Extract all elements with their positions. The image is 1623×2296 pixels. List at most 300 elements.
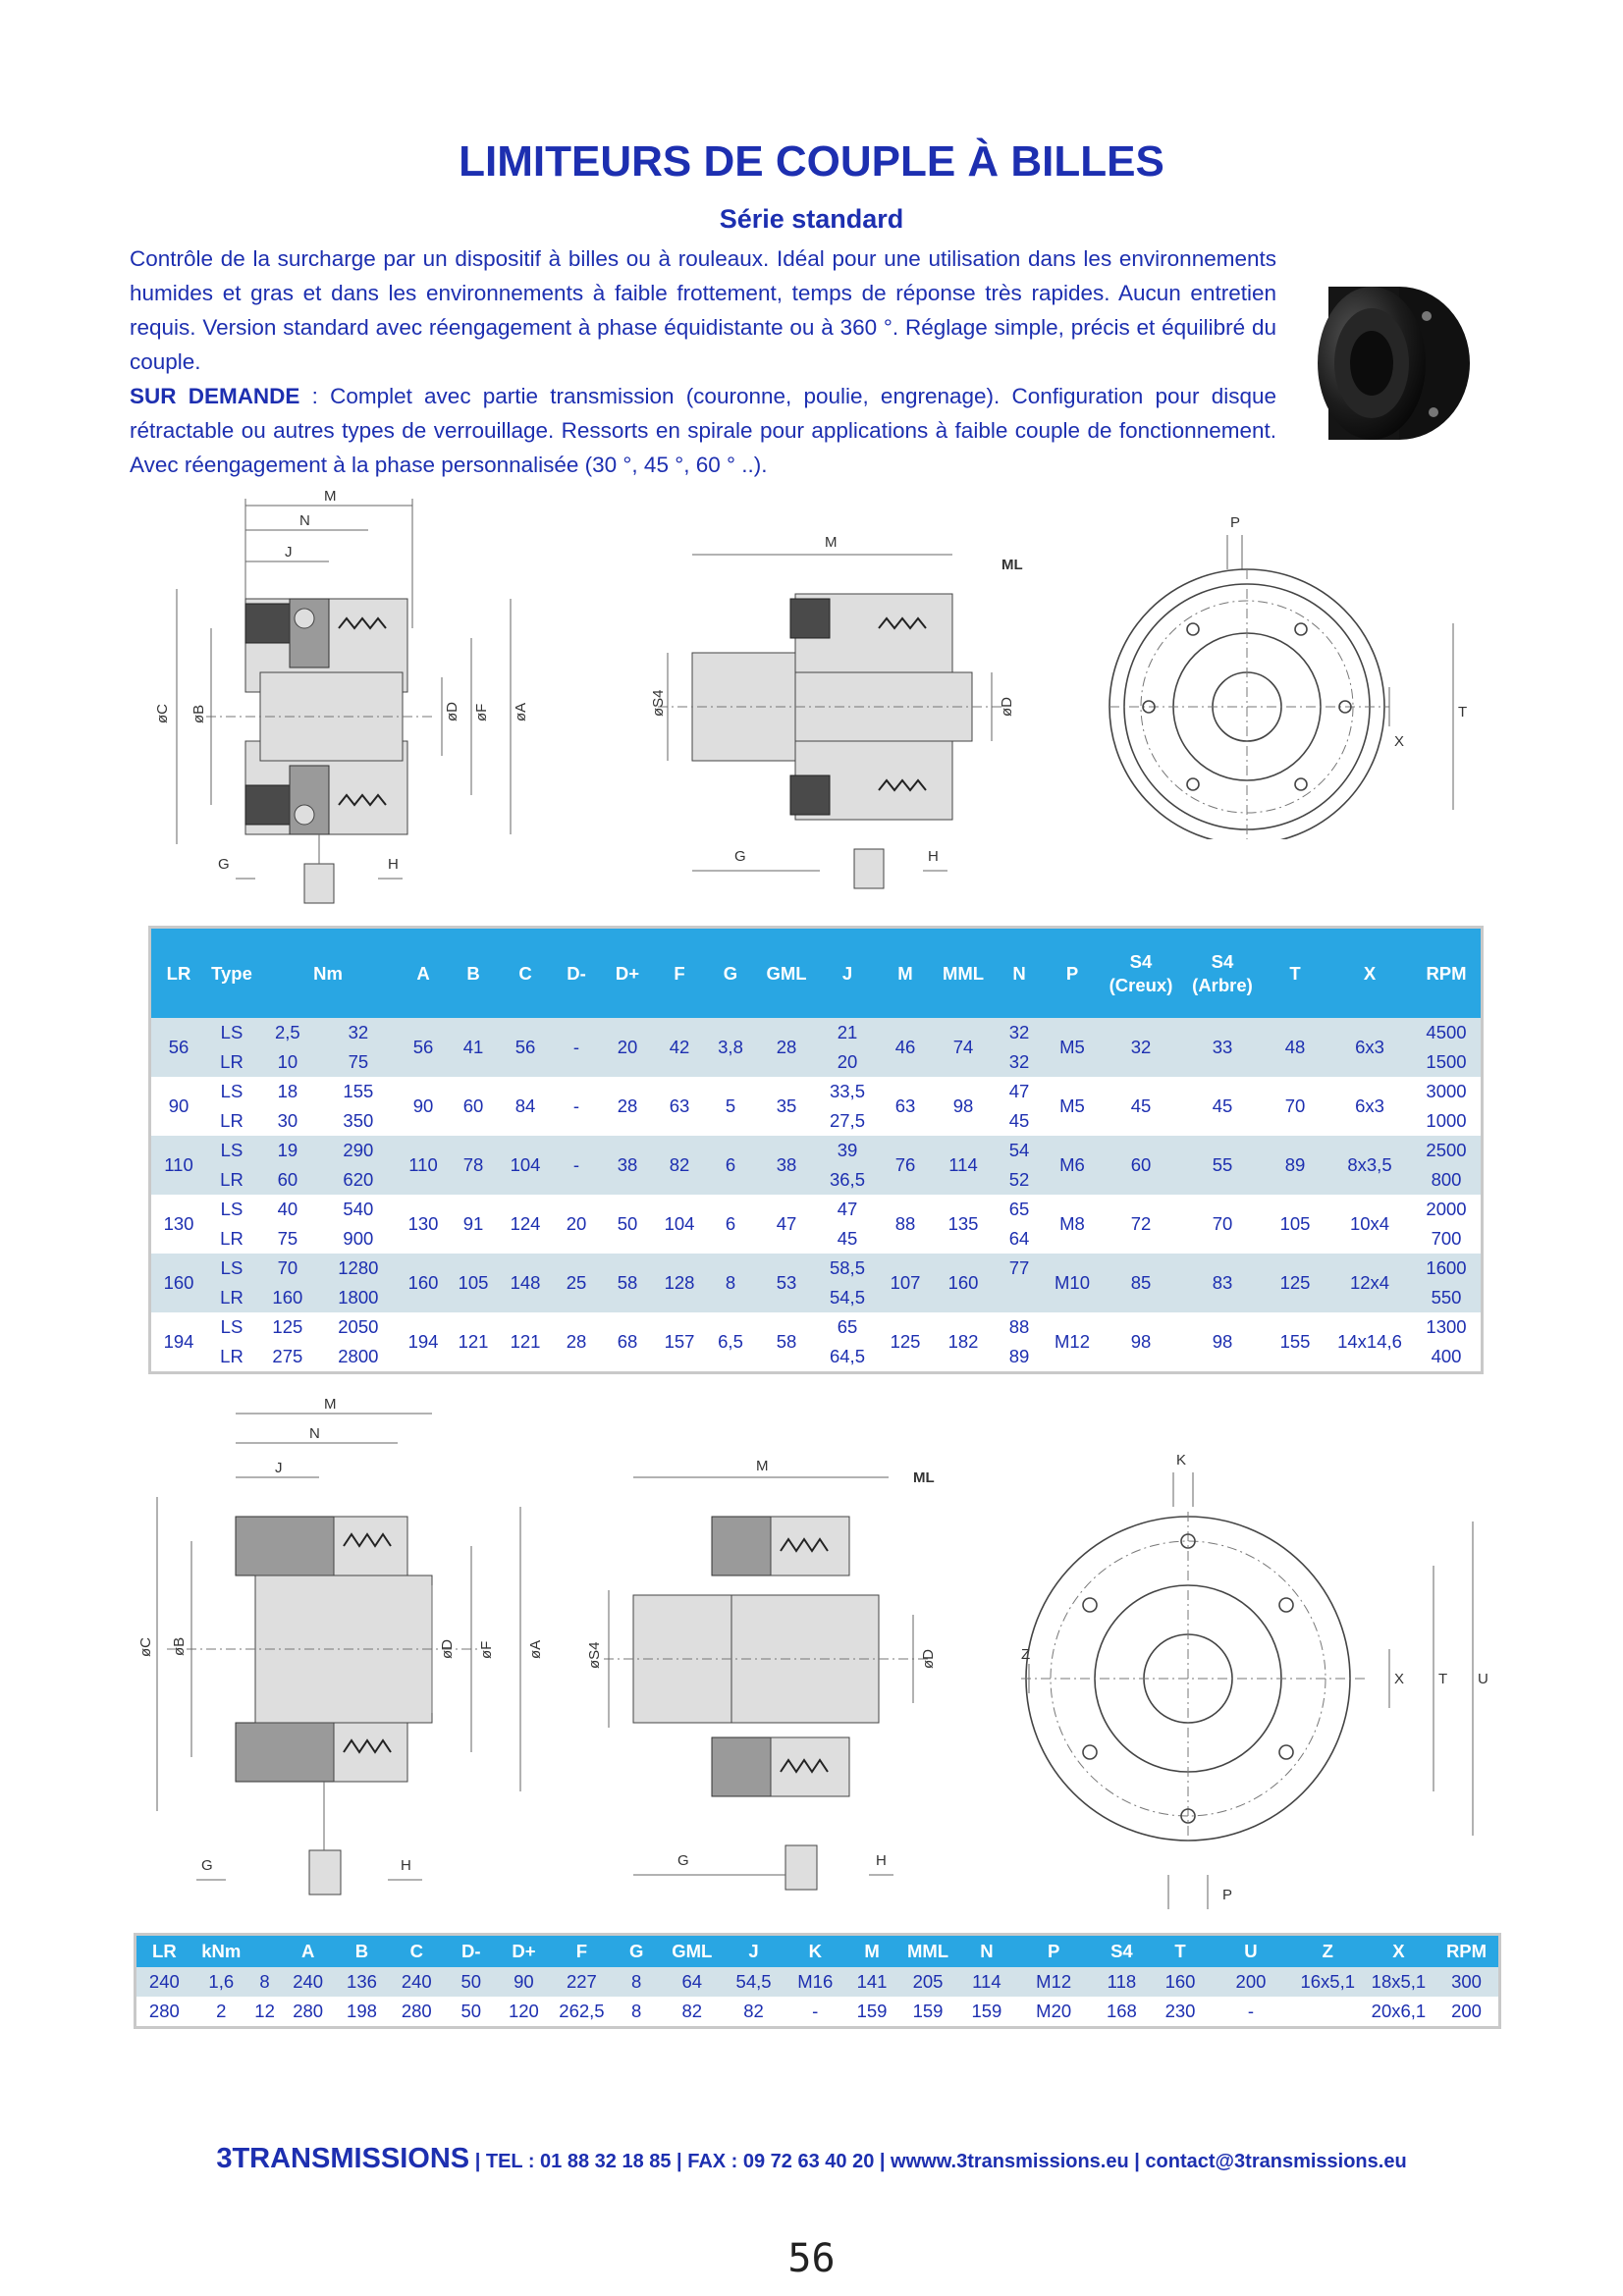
col-g: G <box>705 928 756 1019</box>
dim-H-label: H <box>388 856 399 873</box>
dim-ML-label: ML <box>1001 557 1023 573</box>
page-subtitle: Série standard <box>719 204 904 234</box>
cell-mml: 135 <box>947 1213 979 1234</box>
table-cell: 82 <box>743 2001 764 2021</box>
front-drawing-2 <box>1021 1453 1502 1914</box>
dim-J-label: J <box>285 544 293 561</box>
cell-lr: 56 <box>168 1037 189 1057</box>
page-number: 56 <box>787 2236 836 2281</box>
cell-rpm: 2000 <box>1426 1199 1467 1219</box>
table-cell: 12 <box>254 2001 275 2021</box>
cell-j: 58,5 <box>829 1257 865 1278</box>
dim-H-label-2: H <box>928 848 939 865</box>
cell-n: 32 <box>1008 1051 1030 1072</box>
cell-p: M12 <box>1055 1331 1090 1352</box>
table-row <box>135 1967 1500 1997</box>
table-header-row <box>150 928 1483 1019</box>
table-cell: 2 <box>216 2001 227 2021</box>
table-cell: 240 <box>148 1971 180 1992</box>
cell-type: LS <box>220 1022 243 1042</box>
cell-t: 70 <box>1284 1095 1306 1116</box>
dim-G-label-2: G <box>734 848 746 865</box>
col-x: X <box>1327 928 1412 1019</box>
cell-n: 32 <box>1008 1022 1030 1042</box>
cell-type: LS <box>220 1316 243 1337</box>
table-cell: 136 <box>347 1971 377 1992</box>
cell-s4c: 45 <box>1130 1095 1152 1116</box>
col-p: P <box>1045 928 1100 1019</box>
table-cell: 200 <box>1451 2001 1482 2021</box>
table-cell: 159 <box>912 2001 944 2021</box>
dim-oC-label: øC <box>154 704 171 723</box>
dim-G-label-3: G <box>201 1857 213 1874</box>
cell-nm-min: 19 <box>277 1140 298 1160</box>
cell-rpm: 700 <box>1431 1228 1462 1249</box>
dim-X-label-2: X <box>1394 1671 1405 1687</box>
table-cell: 50 <box>460 1971 482 1992</box>
dim-oA-label: øA <box>513 702 529 721</box>
cell-nm-max: 75 <box>348 1051 369 1072</box>
table-row <box>135 1997 1500 2028</box>
cell-g: 3,8 <box>718 1037 743 1057</box>
cell-p: M6 <box>1059 1154 1085 1175</box>
table-cell <box>1293 1997 1363 2028</box>
table-cell: 8 <box>259 1971 270 1992</box>
cell-c: 148 <box>510 1272 541 1293</box>
col-header: A <box>279 1935 337 1968</box>
dim-P-label-2: P <box>1222 1887 1233 1903</box>
cell-type: LR <box>220 1110 243 1131</box>
cell-c: 104 <box>510 1154 541 1175</box>
intro-paragraph: Contrôle de la surcharge par un dispositif à billes ou à rouleaux. Idéal pour une utilisation dans les environnements humides et gras et dans les environnements à faible frottement, temps de réponse très rapides. Aucun entretien requis. Version standard avec réengagement à phase équidistante ou à 360 °. Réglage simple, précis et équilibré du couple. <box>130 246 1276 374</box>
section-drawing-3 <box>137 1399 560 1929</box>
cell-c: 84 <box>514 1095 536 1116</box>
col-header: U <box>1209 1935 1292 1968</box>
table-cell: - <box>812 2001 819 2021</box>
col-header: P <box>1015 1935 1092 1968</box>
cell-c: 124 <box>510 1213 541 1234</box>
cell-nm-max: 1800 <box>338 1287 379 1308</box>
cell-rpm: 1500 <box>1426 1051 1467 1072</box>
cell-nm-max: 620 <box>343 1169 374 1190</box>
section-drawing-2 <box>628 525 1041 908</box>
table-cell: 300 <box>1451 1971 1482 1992</box>
cell-dp: 38 <box>617 1154 638 1175</box>
cell-b: 121 <box>458 1331 489 1352</box>
cell-j: 45 <box>837 1228 858 1249</box>
table-cell: 16x5,1 <box>1300 1971 1356 1992</box>
cell-dp: 58 <box>617 1272 638 1293</box>
cell-type: LR <box>220 1051 243 1072</box>
cell-f: 82 <box>669 1154 690 1175</box>
table-cell: 168 <box>1106 2001 1137 2021</box>
cell-n: 52 <box>1008 1169 1030 1190</box>
table-row <box>150 1195 1483 1224</box>
dim-oD-label-4: øD <box>920 1649 937 1669</box>
table-cell: 8 <box>631 1971 642 1992</box>
cell-m: 76 <box>894 1154 916 1175</box>
cell-s4c: 85 <box>1130 1272 1152 1293</box>
dim-oB-label: øB <box>190 704 207 723</box>
cell-t: 89 <box>1284 1154 1306 1175</box>
cell-nm-min: 10 <box>277 1051 298 1072</box>
table-cell: 18x5,1 <box>1371 1971 1427 1992</box>
cell-mml: 114 <box>948 1154 978 1175</box>
table-cell: 280 <box>293 2001 324 2021</box>
cell-j: 39 <box>837 1140 858 1160</box>
col-header: N <box>958 1935 1016 1968</box>
dim-oS4-label: øS4 <box>650 689 667 717</box>
cell-m: 88 <box>894 1213 916 1234</box>
table-cell: 200 <box>1235 1971 1267 1992</box>
cell-n: 88 <box>1008 1316 1030 1337</box>
cell-t: 105 <box>1279 1213 1311 1234</box>
col-header: kNm <box>192 1935 250 1968</box>
cell-nm-max: 900 <box>343 1228 374 1249</box>
cell-lr: 110 <box>164 1154 193 1175</box>
cell-x: 14x14,6 <box>1337 1331 1402 1352</box>
cell-dm: - <box>572 1095 580 1116</box>
cell-dm: - <box>572 1037 580 1057</box>
col-gml: GML <box>756 928 817 1019</box>
cell-lr: 90 <box>168 1095 189 1116</box>
col-n: N <box>994 928 1045 1019</box>
cell-m: 125 <box>890 1331 921 1352</box>
table-cell: 198 <box>347 2001 377 2021</box>
footer-brand: 3TRANSMISSIONS <box>216 2143 470 2174</box>
col-a: A <box>399 928 448 1019</box>
col-j: J <box>817 928 878 1019</box>
col-header: G <box>612 1935 661 1968</box>
cell-x: 8x3,5 <box>1347 1154 1392 1175</box>
table-cell: 120 <box>508 2001 539 2021</box>
cell-s4a: 98 <box>1212 1331 1233 1352</box>
cell-m: 63 <box>894 1095 916 1116</box>
cell-g: 6 <box>725 1154 736 1175</box>
specs-table-large-body <box>135 1967 1500 2028</box>
col-s4-arbre: S4 (Arbre) <box>1182 928 1263 1019</box>
cell-x: 6x3 <box>1355 1037 1384 1057</box>
table-cell: 90 <box>514 1971 534 1992</box>
dim-G-label: G <box>218 856 230 873</box>
cell-dp: 50 <box>617 1213 638 1234</box>
cell-b: 41 <box>462 1037 484 1057</box>
cell-g: 8 <box>725 1272 736 1293</box>
cell-dm: 20 <box>566 1213 587 1234</box>
cell-nm-max: 32 <box>348 1022 369 1042</box>
dim-J-label-3: J <box>275 1460 283 1476</box>
cell-j: 65 <box>837 1316 858 1337</box>
col-header: D+ <box>496 1935 552 1968</box>
cell-b: 91 <box>462 1213 484 1234</box>
col-header: J <box>723 1935 784 1968</box>
dim-H-label-4: H <box>876 1852 887 1869</box>
specs-table-standard <box>148 926 1484 1374</box>
cell-lr: 194 <box>163 1331 194 1352</box>
dim-oD-label-3: øD <box>439 1639 456 1659</box>
cell-s4c: 98 <box>1130 1331 1152 1352</box>
table-cell: M12 <box>1036 1971 1072 1992</box>
cell-c: 121 <box>510 1331 541 1352</box>
table-cell: - <box>1247 2001 1255 2021</box>
cell-a: 194 <box>407 1331 439 1352</box>
col-header: LR <box>135 1935 192 1968</box>
table-cell: 280 <box>401 2001 432 2021</box>
cell-type: LR <box>220 1228 243 1249</box>
on-demand-label: SUR DEMANDE <box>130 384 300 408</box>
col-lr: LR <box>150 928 207 1019</box>
table-cell: 114 <box>972 1971 1001 1992</box>
col-header: B <box>337 1935 387 1968</box>
dim-M-label-3: M <box>324 1399 337 1413</box>
table-cell: 159 <box>856 2001 888 2021</box>
on-demand-paragraph <box>130 379 1276 482</box>
col-header: S4 <box>1092 1935 1152 1968</box>
table-cell: 240 <box>401 1971 432 1992</box>
cell-nm-min: 40 <box>277 1199 298 1219</box>
footer-contact: | TEL : 01 88 32 18 85 | FAX : 09 72 63 40 20 | wwww.3transmissions.eu | contact@3transmissions.eu <box>469 2151 1407 2172</box>
cell-mml: 182 <box>947 1331 979 1352</box>
cell-dm: - <box>572 1154 580 1175</box>
cell-s4a: 55 <box>1212 1154 1233 1175</box>
table-row <box>150 1254 1483 1283</box>
table-cell: 240 <box>293 1971 324 1992</box>
cell-j: 54,5 <box>829 1287 865 1308</box>
cell-type: LR <box>220 1169 243 1190</box>
cell-m: 107 <box>890 1272 921 1293</box>
table-cell: 160 <box>1164 1971 1196 1992</box>
dim-M-label-4: M <box>756 1458 769 1474</box>
col-header: RPM <box>1434 1935 1500 1968</box>
cell-f: 104 <box>664 1213 695 1234</box>
cell-type: LS <box>220 1140 243 1160</box>
cell-f: 128 <box>664 1272 695 1293</box>
cell-t: 155 <box>1279 1331 1311 1352</box>
col-dminus: D- <box>552 928 601 1019</box>
dim-oS4-label-2: øS4 <box>586 1641 603 1669</box>
dim-oF-label: øF <box>473 703 490 721</box>
table-row <box>150 1312 1483 1342</box>
col-header: X <box>1363 1935 1434 1968</box>
cell-rpm: 1300 <box>1426 1316 1467 1337</box>
cell-rpm: 1000 <box>1426 1110 1467 1131</box>
col-f: F <box>654 928 705 1019</box>
cell-b: 78 <box>462 1154 484 1175</box>
page-title: LIMITEURS DE COUPLE À BILLES <box>459 137 1164 186</box>
dim-X-label: X <box>1394 733 1405 750</box>
cell-rpm: 2500 <box>1426 1140 1467 1160</box>
cell-nm-max: 540 <box>343 1199 374 1219</box>
cell-dm: 28 <box>566 1331 587 1352</box>
col-header: MML <box>898 1935 958 1968</box>
cell-b: 60 <box>462 1095 484 1116</box>
cell-f: 63 <box>669 1095 690 1116</box>
dim-oD-label-2: øD <box>999 697 1015 717</box>
col-mml: MML <box>933 928 994 1019</box>
cell-gml: 58 <box>776 1331 797 1352</box>
cell-b: 105 <box>458 1272 489 1293</box>
cell-gml: 47 <box>776 1213 797 1234</box>
cell-x: 6x3 <box>1355 1095 1384 1116</box>
dim-oC-label-3: øC <box>137 1637 154 1657</box>
specs-table-large <box>134 1933 1501 2029</box>
dim-U-label: U <box>1478 1671 1488 1687</box>
cell-gml: 35 <box>776 1095 797 1116</box>
cell-type: LR <box>220 1287 243 1308</box>
cell-g: 5 <box>725 1095 736 1116</box>
section-drawing-4 <box>574 1443 987 1924</box>
cell-type: LS <box>220 1199 243 1219</box>
cell-n: 54 <box>1008 1140 1030 1160</box>
cell-nm-max: 2800 <box>338 1346 379 1366</box>
cell-n: 77 <box>1008 1257 1030 1278</box>
cell-a: 90 <box>412 1095 434 1116</box>
dim-oB-label-3: øB <box>171 1636 188 1656</box>
table-cell: 1,6 <box>208 1971 235 1992</box>
section-drawing-1 <box>147 491 540 913</box>
cell-j: 64,5 <box>829 1346 865 1366</box>
cell-t: 48 <box>1284 1037 1306 1057</box>
table-cell: 50 <box>460 2001 482 2021</box>
cell-nm-min: 70 <box>277 1257 298 1278</box>
cell-g: 6,5 <box>718 1331 743 1352</box>
col-nm: Nm <box>257 928 399 1019</box>
dim-oF-label-3: øF <box>478 1640 495 1659</box>
cell-lr: 130 <box>163 1213 194 1234</box>
cell-j: 20 <box>837 1051 858 1072</box>
cell-a: 56 <box>412 1037 434 1057</box>
cell-n: 64 <box>1008 1228 1030 1249</box>
cell-gml: 53 <box>776 1272 797 1293</box>
cell-p: M5 <box>1059 1037 1085 1057</box>
col-header: Z <box>1293 1935 1363 1968</box>
table-cell: 227 <box>566 1971 597 1992</box>
table-cell: 280 <box>148 2001 180 2021</box>
cell-type: LS <box>220 1257 243 1278</box>
cell-nm-min: 160 <box>272 1287 303 1308</box>
table-cell: 230 <box>1164 2001 1196 2021</box>
cell-nm-min: 18 <box>277 1081 298 1101</box>
cell-s4c: 60 <box>1130 1154 1152 1175</box>
table-row <box>150 1077 1483 1106</box>
dim-M-label-2: M <box>825 534 838 551</box>
cell-dp: 28 <box>617 1095 638 1116</box>
cell-rpm: 800 <box>1431 1169 1462 1190</box>
col-m: M <box>878 928 933 1019</box>
cell-s4a: 33 <box>1212 1037 1233 1057</box>
dim-N-label: N <box>299 512 310 529</box>
cell-dp: 68 <box>617 1331 638 1352</box>
dim-G-label-4: G <box>677 1852 689 1869</box>
cell-m: 46 <box>894 1037 916 1057</box>
table-cell: 64 <box>681 1971 703 1992</box>
cell-x: 12x4 <box>1349 1272 1390 1293</box>
intro-text <box>130 241 1276 482</box>
cell-dp: 20 <box>617 1037 638 1057</box>
col-type: Type <box>206 928 257 1019</box>
table-row <box>150 1018 1483 1047</box>
cell-a: 160 <box>407 1272 439 1293</box>
cell-s4c: 32 <box>1130 1037 1152 1057</box>
cell-n: 45 <box>1008 1110 1030 1131</box>
table-cell: 262,5 <box>559 2001 605 2021</box>
cell-j: 36,5 <box>829 1169 865 1190</box>
dim-T-label-2: T <box>1438 1671 1448 1687</box>
cell-j: 47 <box>837 1199 858 1219</box>
cell-lr: 160 <box>163 1272 194 1293</box>
col-t: T <box>1263 928 1327 1019</box>
cell-j: 21 <box>837 1022 858 1042</box>
cell-rpm: 550 <box>1431 1287 1462 1308</box>
cell-type: LR <box>220 1346 243 1366</box>
cell-nm-max: 350 <box>343 1110 374 1131</box>
col-c: C <box>499 928 552 1019</box>
front-drawing-1 <box>1095 515 1488 839</box>
cell-nm-max: 290 <box>343 1140 374 1160</box>
cell-c: 56 <box>514 1037 536 1057</box>
dim-M-label: M <box>324 491 337 505</box>
cell-nm-min: 60 <box>277 1169 298 1190</box>
cell-nm-min: 125 <box>272 1316 303 1337</box>
col-header: C <box>387 1935 447 1968</box>
cell-rpm: 3000 <box>1426 1081 1467 1101</box>
col-rpm: RPM <box>1412 928 1483 1019</box>
cell-p: M5 <box>1059 1095 1085 1116</box>
cell-p: M10 <box>1055 1272 1090 1293</box>
cell-nm-max: 2050 <box>338 1316 379 1337</box>
cell-n: 89 <box>1008 1346 1030 1366</box>
cell-nm-min: 275 <box>272 1346 303 1366</box>
table2-header-row <box>135 1935 1500 1968</box>
cell-s4c: 72 <box>1130 1213 1152 1234</box>
col-s4-creux: S4 (Creux) <box>1100 928 1182 1019</box>
table-cell: M16 <box>797 1971 834 1992</box>
dim-H-label-3: H <box>401 1857 411 1874</box>
col-header: GML <box>661 1935 723 1968</box>
dim-oD-label: øD <box>444 702 460 721</box>
table-cell: 118 <box>1107 1971 1137 1992</box>
cell-rpm: 1600 <box>1426 1257 1467 1278</box>
col-header: T <box>1152 1935 1210 1968</box>
cell-mml: 74 <box>952 1037 974 1057</box>
table-cell: 205 <box>912 1971 944 1992</box>
cell-mml: 98 <box>952 1095 974 1116</box>
cell-f: 157 <box>664 1331 695 1352</box>
dim-T-label: T <box>1458 704 1468 721</box>
table-cell: 82 <box>681 2001 703 2021</box>
cell-dm: 25 <box>566 1272 587 1293</box>
cell-type: LS <box>220 1081 243 1101</box>
cell-s4a: 83 <box>1212 1272 1233 1293</box>
product-photo <box>1311 265 1473 452</box>
table-cell: 159 <box>971 2001 1002 2021</box>
cell-f: 42 <box>669 1037 690 1057</box>
cell-mml: 160 <box>947 1272 979 1293</box>
cell-gml: 38 <box>776 1154 797 1175</box>
col-header: K <box>784 1935 846 1968</box>
cell-x: 10x4 <box>1349 1213 1390 1234</box>
dim-N-label-3: N <box>309 1425 320 1442</box>
cell-n: 65 <box>1008 1199 1030 1219</box>
col-header: F <box>552 1935 612 1968</box>
col-header <box>250 1935 280 1968</box>
cell-nm-min: 30 <box>277 1110 298 1131</box>
cell-j: 27,5 <box>829 1110 865 1131</box>
cell-a: 130 <box>407 1213 439 1234</box>
specs-table-standard-body <box>150 1018 1483 1373</box>
cell-j: 33,5 <box>829 1081 865 1101</box>
cell-t: 125 <box>1279 1272 1311 1293</box>
